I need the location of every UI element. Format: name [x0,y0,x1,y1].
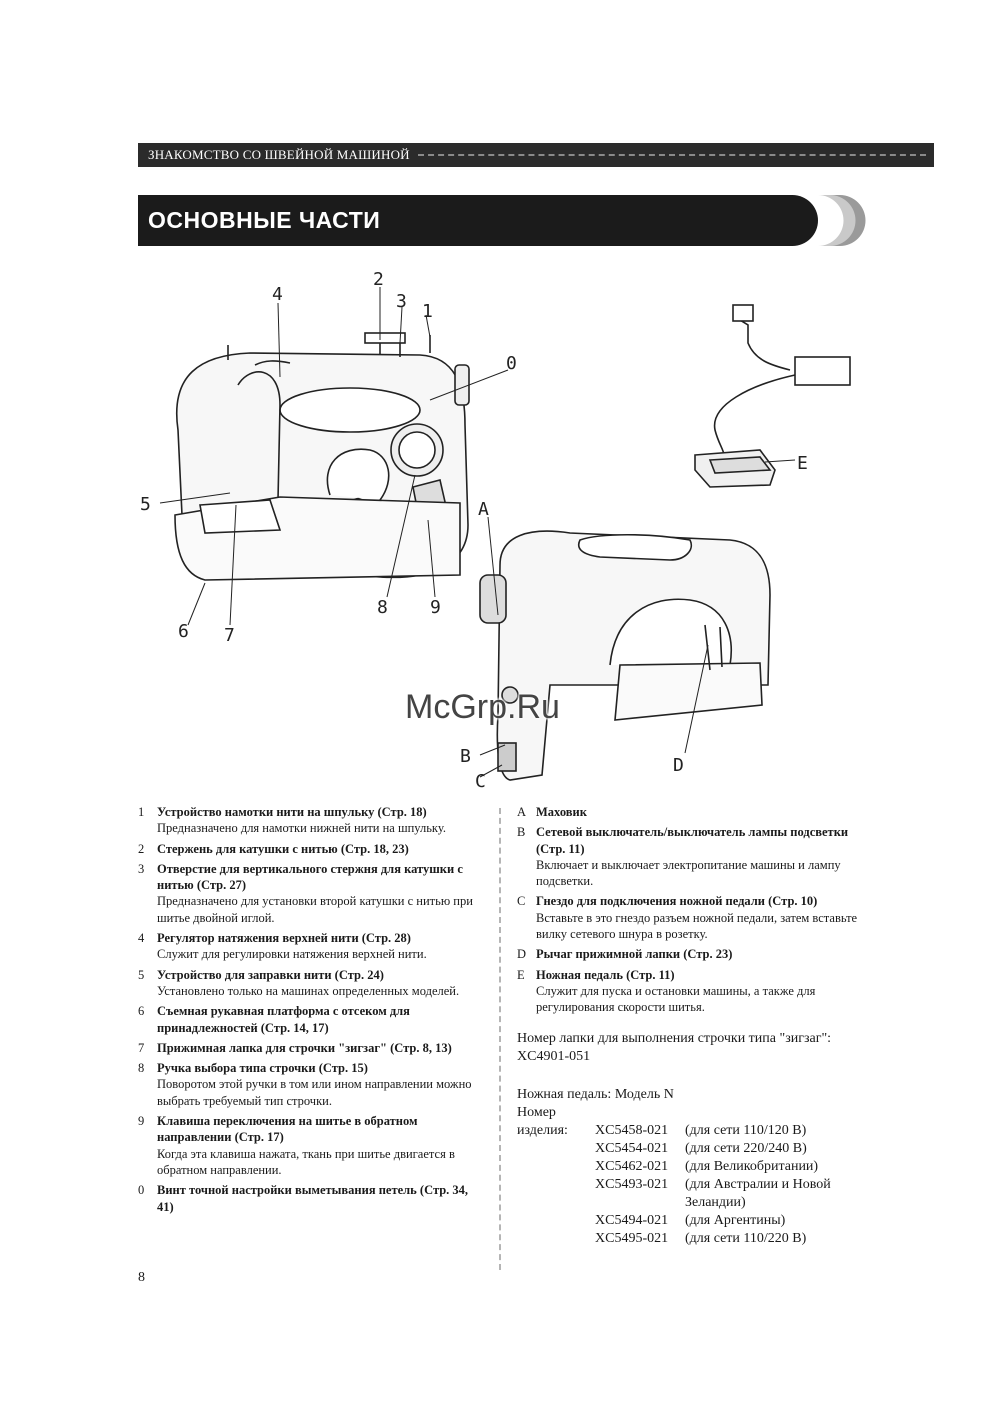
page-title-bar [138,195,818,246]
part-title: Стержень для катушки с нитью (Стр. 18, 23) [157,841,409,856]
part-item [138,1040,483,1056]
part-number: 4 [138,931,145,946]
part-item [138,841,483,857]
part-number: C [517,894,526,909]
pedal-desc: (для Австралии и Новой Зеландии) [685,1176,831,1210]
label-3: 3 [396,291,407,312]
part-body [536,893,862,942]
part-body [157,804,483,837]
part-number: 3 [138,861,145,876]
part-title: Устройство для заправки нити (Стр. 24) [157,967,384,982]
zigzag-foot-note: Номер лапки для выполнения строчки типа "зигзаг": XC4901-051 [517,1030,832,1064]
part-number: 6 [138,1004,145,1019]
pedal-model-line: Ножная педаль: Модель N [517,1086,674,1102]
part-body [536,967,862,1016]
part-item [138,1060,483,1109]
pedal-desc: (для сети 110/120 В) [685,1122,807,1138]
part-description: Поворотом этой ручки в том или ином направлении можно выбрать требуемый тип строчки. [157,1077,472,1108]
pedal-code: XC5495-021 [595,1230,669,1246]
left-parts-list [138,804,483,1219]
label-9: 9 [430,597,441,618]
part-number: D [517,947,527,962]
part-description: Вставьте в это гнездо разъем ножной педали, затем вставьте вилку сетевого шнура в розетку. [536,910,858,942]
pedal-desc: (для Аргентины) [685,1212,786,1228]
part-title: Винт точной настройки выметывания петель (Стр. 34, 41) [157,1183,469,1214]
part-description: Установлено только на машинах определенных моделей. [157,983,460,998]
part-item [138,1182,483,1215]
label-D: D [673,755,684,776]
pedal-code: XC5454-021 [595,1140,669,1156]
watermark: McGrp.Ru [405,688,560,726]
label-B: B [460,746,471,767]
pedal-row [517,1158,862,1176]
label-1: 1 [422,301,433,322]
part-item [517,967,862,1016]
part-title: Сетевой выключатель/выключатель лампы подсветки (Стр. 11) [536,825,849,856]
title-decoration-icon [810,195,866,246]
pedal-row-label [517,1212,595,1230]
part-body [157,1060,483,1109]
pedal-row-label [517,1230,595,1248]
part-body [157,930,483,963]
pedal-row [517,1140,862,1158]
label-2: 2 [373,269,384,290]
label-8: 8 [377,597,388,618]
part-body [157,1003,483,1036]
part-number: A [517,805,527,819]
part-number: B [517,825,526,840]
part-description: Включает и выключает электропитание машины и лампу подсветки. [536,857,841,889]
label-C: C [475,771,486,792]
pedal-number-label: Номер [517,1104,556,1120]
pedal-row [517,1230,862,1248]
part-item [138,861,483,926]
pedal-code: XC5494-021 [595,1212,669,1228]
label-E: E [797,453,808,474]
part-body [536,824,862,889]
part-number: 5 [138,967,145,982]
part-description: Когда эта клавиша нажата, ткань при шитье двигается в обратном направлении. [157,1146,455,1177]
foot-pedal-drawing [695,305,850,487]
pedal-row [517,1212,862,1230]
page-title: ОСНОВНЫЕ ЧАСТИ [148,207,381,233]
section-title: ЗНАКОМСТВО СО ШВЕЙНОЙ МАШИНОЙ [148,147,410,162]
part-number: E [517,967,525,982]
pedal-desc: (для Великобритании) [685,1158,819,1174]
part-description: Служит для регулировки натяжения верхней нити. [157,947,427,962]
column-divider [499,808,501,1270]
part-title: Маховик [536,805,587,819]
part-title: Отверстие для вертикального стержня для катушки с нитью (Стр. 27) [157,861,463,893]
part-number: 2 [138,841,145,856]
pedal-code: XC5462-021 [595,1158,669,1174]
label-A: A [478,499,489,520]
pedal-desc: (для сети 110/220 В) [685,1230,807,1246]
part-body [157,1182,483,1215]
part-body [536,946,862,962]
part-description: Служит для пуска и остановки машины, а также для регулирования скорости шитья. [536,983,816,1015]
part-body [536,804,862,820]
part-description: Предназначено для установки второй катушки с нитью при шитье двойной иглой. [157,894,473,925]
label-4: 4 [272,284,283,305]
pedal-row-label: изделия: [517,1122,568,1138]
part-body [157,861,483,926]
part-item [138,930,483,963]
label-0: 0 [506,353,517,374]
pedal-desc: (для сети 220/240 В) [685,1140,807,1156]
part-number: 9 [138,1114,145,1129]
part-description: Предназначено для намотки нижней нити на шпульку. [157,821,446,836]
label-7: 7 [224,625,235,646]
part-item [138,1113,483,1178]
part-number: 1 [138,805,145,819]
part-item [517,804,862,820]
pedal-row [517,1176,862,1212]
pedal-row-label [517,1140,595,1158]
part-title: Регулятор натяжения верхней нити (Стр. 28) [157,931,411,946]
part-body [157,967,483,1000]
part-item [517,893,862,942]
part-body [157,1040,483,1056]
part-title: Рычаг прижимной лапки (Стр. 23) [536,947,733,962]
right-parts-list [517,804,862,1248]
machine-back-drawing [480,531,770,780]
pedal-row-label [517,1176,595,1212]
section-dashed-rule [418,154,926,156]
part-title: Гнездо для подключения ножной педали (Стр. 10) [536,894,818,909]
label-6: 6 [178,621,189,642]
part-item [138,1003,483,1036]
part-title: Прижимная лапка для строчки "зигзаг" (Стр. 8, 13) [157,1040,452,1055]
part-body [157,841,483,857]
part-item [517,824,862,889]
part-item [138,967,483,1000]
pedal-row [517,1122,862,1140]
part-number: 0 [138,1183,145,1198]
part-number: 7 [138,1040,145,1055]
machine-front-drawing [175,333,469,580]
part-item [138,804,483,837]
part-item [517,946,862,962]
part-title: Устройство намотки нити на шпульку (Стр. 18) [157,805,427,819]
part-title: Ручка выбора типа строчки (Стр. 15) [157,1061,368,1076]
section-header-bar [138,143,934,167]
label-5: 5 [140,494,151,515]
pedal-code: XC5493-021 [595,1176,669,1192]
part-title: Ножная педаль (Стр. 11) [536,967,675,982]
part-title: Клавиша переключения на шитье в обратном направлении (Стр. 17) [157,1114,418,1145]
part-title: Съемная рукавная платформа с отсеком для принадлежностей (Стр. 14, 17) [157,1004,410,1035]
pedal-numbers-table [517,1122,862,1248]
part-number: 8 [138,1061,145,1076]
pedal-code: XC5458-021 [595,1122,669,1138]
part-body [157,1113,483,1178]
pedal-row-label [517,1158,595,1176]
page-number: 8 [138,1270,145,1285]
